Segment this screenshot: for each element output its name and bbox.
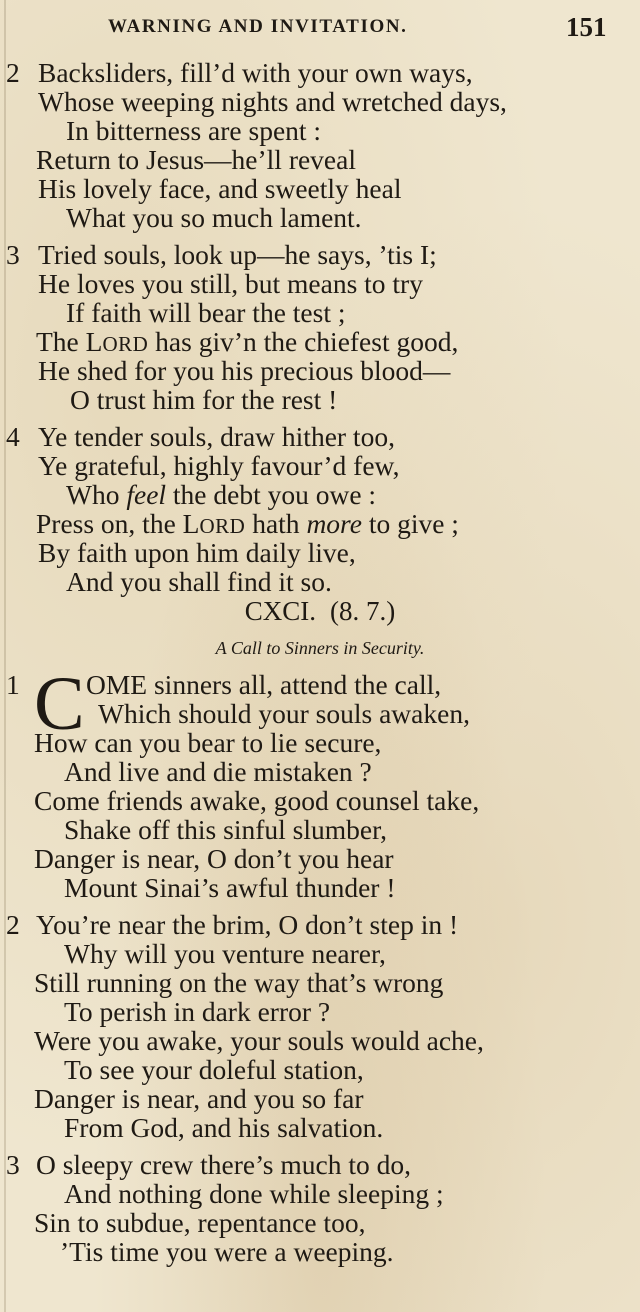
verse-line: Return to Jesus—he’ll reveal bbox=[36, 144, 356, 175]
running-title: WARNING AND INVITATION. bbox=[108, 16, 408, 37]
verse-line: He shed for you his precious blood— bbox=[38, 355, 451, 386]
verse-line: Were you awake, your souls would ache, bbox=[34, 1025, 484, 1056]
verse-line: Danger is near, and you so far bbox=[34, 1083, 364, 1114]
stanza-number: 1 bbox=[6, 669, 20, 700]
verse-line: Press on, the LORD hath more to give ; bbox=[36, 508, 459, 539]
drop-cap: C bbox=[34, 662, 85, 746]
verse-line: Come friends awake, good counsel take, bbox=[34, 785, 480, 816]
verse-line: What you so much lament. bbox=[66, 202, 362, 233]
stanza-number: 3 bbox=[6, 239, 20, 270]
verse-line: The LORD has giv’n the chiefest good, bbox=[36, 326, 459, 357]
verse-line: You’re near the brim, O don’t step in ! bbox=[36, 909, 459, 940]
verse-line: Shake off this sinful slumber, bbox=[64, 814, 388, 845]
verse-line: Which should your souls awaken, bbox=[98, 698, 470, 729]
verse-line: Whose weeping nights and wretched days, bbox=[38, 86, 507, 117]
verse-line: OME sinners all, attend the call, bbox=[86, 669, 442, 700]
page-header bbox=[0, 12, 640, 46]
verse-line: ’Tis time you were a weeping. bbox=[60, 1236, 394, 1267]
stanza-number: 2 bbox=[6, 57, 20, 88]
verse-line: Still running on the way that’s wrong bbox=[34, 967, 444, 998]
verse-line: And live and die mistaken ? bbox=[64, 756, 372, 787]
verse-line: If faith will bear the test ; bbox=[66, 297, 346, 328]
verse-line: By faith upon him daily live, bbox=[38, 537, 356, 568]
verse-line: Tried souls, look up—he says, ’tis I; bbox=[38, 239, 437, 270]
hymn-subtitle: A Call to Sinners in Security. bbox=[215, 638, 425, 658]
verse-line: Sin to subdue, repentance too, bbox=[34, 1207, 366, 1238]
verse-line: O sleepy crew there’s much to do, bbox=[36, 1149, 411, 1180]
verse-line: In bitterness are spent : bbox=[66, 115, 322, 146]
verse-line: To see your doleful station, bbox=[64, 1054, 364, 1085]
verse-line: Who feel the debt you owe : bbox=[66, 479, 377, 510]
stanza-number: 2 bbox=[6, 909, 20, 940]
verse-line: His lovely face, and sweetly heal bbox=[38, 173, 402, 204]
hymn-heading bbox=[0, 596, 640, 627]
verse-line: O trust him for the rest ! bbox=[70, 384, 338, 415]
verse-line: And nothing done while sleeping ; bbox=[64, 1178, 444, 1209]
verse-line: To perish in dark error ? bbox=[64, 996, 331, 1027]
verse-line: Ye grateful, highly favour’d few, bbox=[38, 450, 400, 481]
stanza-number: 3 bbox=[6, 1149, 20, 1180]
verse-line: How can you bear to lie secure, bbox=[34, 727, 382, 758]
verse-line: He loves you still, but means to try bbox=[38, 268, 423, 299]
hymn-meter: (8. 7.) bbox=[330, 596, 396, 626]
verse-line: Why will you venture nearer, bbox=[64, 938, 386, 969]
page-number: 151 bbox=[566, 12, 607, 42]
hymn-number: CXCI. bbox=[244, 596, 317, 626]
stanza-number: 4 bbox=[6, 421, 20, 452]
verse-line: Mount Sinai’s awful thunder ! bbox=[64, 872, 396, 903]
verse-line: Backsliders, fill’d with your own ways, bbox=[38, 57, 473, 88]
verse-line: From God, and his salvation. bbox=[64, 1112, 384, 1143]
verse-line: Danger is near, O don’t you hear bbox=[34, 843, 394, 874]
verse-line: And you shall find it so. bbox=[66, 566, 332, 597]
verse-line: Ye tender souls, draw hither too, bbox=[38, 421, 395, 452]
